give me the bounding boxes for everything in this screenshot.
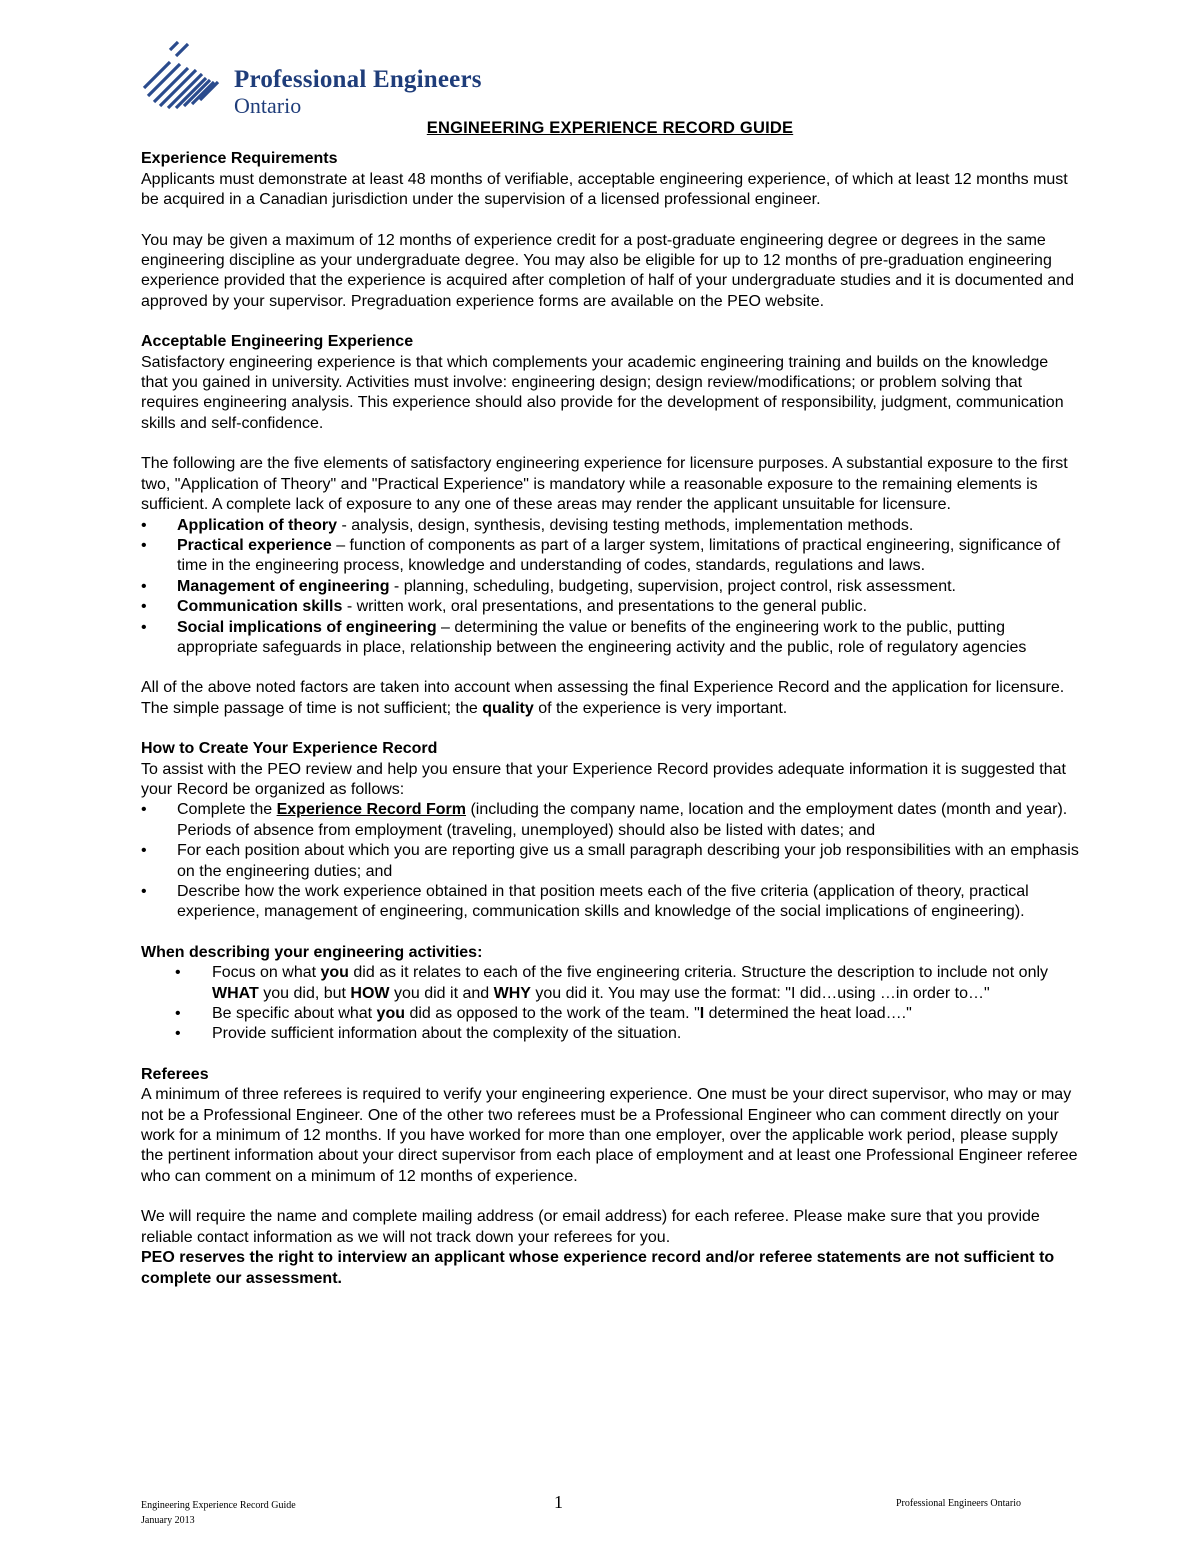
element-desc: - analysis, design, synthesis, devising testing methods, implementation methods. [337,516,914,534]
text-run: did as it relates to each of the five engineering criteria. Structure the description to include not only [348,964,1049,982]
paragraph: A minimum of three referees is required to verify your engineering experience. One must be your direct supervisor, who may or may not be a Professional Engineer. One of the other two referees must be a Professional Engineer who can comment directly on your work for a minimum of 12 months. If you have worked for more than one employer, over the applicable work period, please supply the pertinent information about your direct supervisor from each place of employment and at least one Professional Engineer referee who can comment on a minimum of 12 months of experience. [141,1086,1078,1185]
text-run: Focus on what [212,964,321,982]
list-item [141,963,1079,1004]
section-heading-acceptable: Acceptable Engineering Experience [141,333,414,351]
peo-logo [140,40,480,120]
section-heading-requirements: Experience Requirements [141,150,338,168]
element-term: Application of theory [177,516,337,534]
list-item: • Provide sufficient information about the complexity of the situation. [141,1024,1079,1044]
text-run: Be specific about what [212,1005,377,1023]
document-title: ENGINEERING EXPERIENCE RECORD GUIDE [426,119,794,137]
paragraph: You may be given a maximum of 12 months of experience credit for a post-graduate engineering degree or degrees in the same engineering discipline as your undergraduate degree. You may also be eligible for up to 12 months of pre-graduation engineering experience provided that the experience is acquired after completion of half of your undergraduate studies and it is documented and approved by your supervisor. Pregraduation experience forms are available on the PEO website. [141,231,1075,310]
logo-subtitle: Ontario [234,93,302,118]
list-item [141,577,1079,597]
element-term: Communication skills [177,598,343,616]
section-heading-referees: Referees [141,1065,209,1083]
footer-doc-name: Engineering Experience Record Guide [141,1500,296,1511]
text-run: you did it. You may use the format: "I did…using …in order to…" [530,984,990,1002]
list-item [141,516,1079,536]
element-term: Social implications of engineering [177,618,437,636]
footer-org: Professional Engineers Ontario [896,1498,1021,1509]
paragraph: To assist with the PEO review and help you ensure that your Experience Record provides adequate information it is suggested that your Record be organized as follows: [141,760,1066,798]
elements-list [141,516,1079,659]
document-body [141,118,1079,1289]
describing-list [141,963,1079,1045]
element-desc: – function of components as part of a larger system, limitations of practical engineering, significance of time in the engineering process, knowledge and understanding of codes, standards, regulations and laws. [177,536,1061,575]
text-run: Complete the [177,801,277,819]
section-heading-describing: When describing your engineering activities: [141,943,483,961]
paragraph: The following are the five elements of satisfactory engineering experience for licensure purposes. A substantial exposure to the first two, "Application of Theory" and "Practical Experience" is mandatory while a reasonable exposure to the remaining elements is sufficient. A complete lack of exposure to any one of these areas may render the applicant unsuitable for licensure. [141,455,1068,514]
emphasis: you [320,964,349,982]
emphasis: you [376,1005,405,1023]
emphasis: WHY [493,984,531,1002]
emphasis: I [699,1005,705,1023]
emphasis: WHAT [212,984,259,1002]
footer-date: January 2013 [141,1515,195,1526]
logo-title: Professional Engineers [234,66,482,93]
experience-record-form-link[interactable]: Experience Record Form [276,801,467,819]
list-item [141,597,1079,617]
paragraph: Satisfactory engineering experience is that which complements your academic engineering training and builds on the knowledge that you gained in university. Activities must involve: engineering design; design review/modifications; or problem solving that requires engineering analysis. This experience should also provide for the development of responsibility, judgment, communication skills and self-confidence. [141,353,1064,432]
list-item: • For each position about which you are reporting give us a small paragraph describing your job responsibilities with an emphasis on the engineering duties; and [141,841,1079,882]
peo-logo-mark-icon [140,40,232,120]
list-item [141,536,1079,577]
peo-notice: PEO reserves the right to interview an applicant whose experience record and/or referee statements are not sufficient to complete our assessment. [141,1249,1055,1287]
footer-left [141,1498,296,1528]
emphasis-quality: quality [482,699,534,717]
element-desc: - written work, oral presentations, and presentations to the general public. [342,598,868,616]
element-term: Management of engineering [177,577,390,595]
text-run: you did, but [258,984,351,1002]
page-number: 1 [554,1492,563,1512]
paragraph: Applicants must demonstrate at least 48 months of verifiable, acceptable engineering experience, of which at least 12 months must be acquired in a Canadian jurisdiction under the supervision of a licensed professional engineer. [141,170,1068,209]
text-run: All of the above noted factors are taken into account when assessing the final Experience Record and the application for licensure. The simple passage of time is not sufficient; the [141,679,1065,717]
element-term: Practical experience [177,536,332,554]
text-run: (including the company name, location and the employment dates (month and year). Periods of absence from employment (traveling, unemployed) should also be listed with dates; and [177,801,1068,839]
list-item [141,800,1079,841]
paragraph [141,678,1079,719]
emphasis: HOW [350,984,390,1002]
list-item [141,1004,1079,1024]
paragraph: We will require the name and complete mailing address (or email address) for each referee. Please make sure that you provide reliable contact information as we will not track down your referees for you. [141,1208,1040,1246]
element-desc: – determining the value or benefits of the engineering work to the public, putting appropriate safeguards in place, relationship between the engineering activity and the public, role of regulatory agencies [177,618,1027,656]
text-run: of the experience is very important. [533,699,788,717]
section-heading-create: How to Create Your Experience Record [141,740,438,758]
list-item [141,618,1079,659]
list-item: • Describe how the work experience obtained in that position meets each of the five criteria (application of theory, practical experience, management of engineering, communication skills and knowledge of the social implications of engineering). [141,882,1079,923]
text-run: you did it and [389,984,494,1002]
create-steps-list [141,800,1079,922]
element-desc: - planning, scheduling, budgeting, supervision, project control, risk assessment. [389,577,956,595]
text-run: determined the heat load…." [704,1005,912,1023]
text-run: did as opposed to the work of the team. " [405,1005,700,1023]
